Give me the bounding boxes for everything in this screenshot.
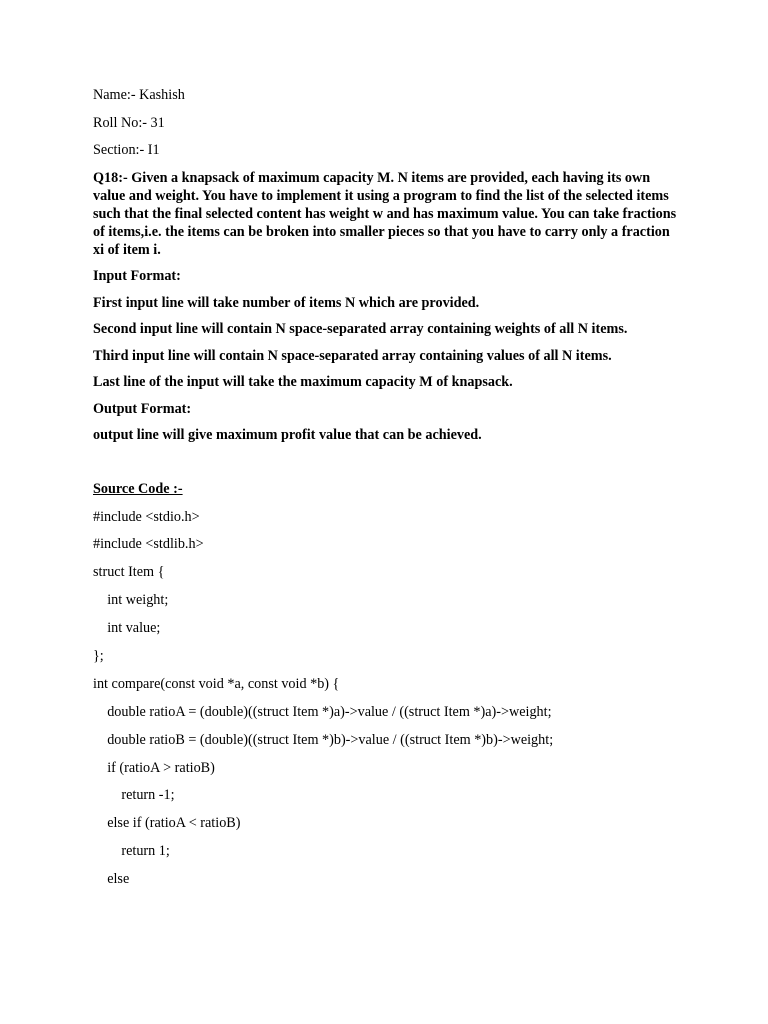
code-line: return -1; [93, 787, 175, 804]
output-format-heading: Output Format: [93, 400, 192, 417]
input-format-line-2: Second input line will contain N space-separated array containing weights of all N items. [93, 321, 628, 337]
code-line: int value; [93, 620, 161, 637]
code-line: #include <stdlib.h> [93, 536, 204, 553]
code-line: return 1; [93, 843, 170, 860]
source-code-block [93, 508, 683, 890]
blank-line [93, 453, 683, 481]
input-format-line-4: Last line of the input will take the maximum capacity M of knapsack. [93, 374, 513, 390]
code-line: double ratioB = (double)((struct Item *)b)->value / ((struct Item *)b)->weight; [93, 731, 554, 748]
roll-number: Roll No:- 31 [93, 114, 165, 131]
code-line: int weight; [93, 592, 169, 609]
question-text: Q18:- Given a knapsack of maximum capacity M. N items are provided, each having its own value and weight. You have to implement it using a program to find the list of the selected items such that the final selected content has weight w and has maximum value. You can take fractions of items,i.e. the items can be broken into smaller pieces so that you have to carry only a fraction xi of item i. [93, 169, 677, 258]
code-line: double ratioA = (double)((struct Item *)a)->value / ((struct Item *)a)->weight; [93, 703, 552, 720]
input-format-line-3: Third input line will contain N space-separated array containing values of all N items. [93, 347, 612, 364]
code-line: int compare(const void *a, const void *b) { [93, 675, 340, 692]
section: Section:- I1 [93, 142, 160, 158]
input-format-heading: Input Format: [93, 268, 181, 284]
source-code-heading: Source Code :- [93, 481, 183, 497]
output-format-line: output line will give maximum profit value that can be achieved. [93, 427, 482, 443]
code-line: #include <stdio.h> [93, 508, 200, 525]
input-format-line-1: First input line will take number of items N which are provided. [93, 294, 480, 311]
code-line: if (ratioA > ratioB) [93, 759, 215, 776]
student-name: Name:- Kashish [93, 87, 185, 103]
document-content [93, 86, 683, 898]
code-line: else [93, 871, 130, 888]
code-line: else if (ratioA < ratioB) [93, 815, 241, 832]
code-line: }; [93, 647, 104, 664]
code-line: struct Item { [93, 564, 165, 581]
